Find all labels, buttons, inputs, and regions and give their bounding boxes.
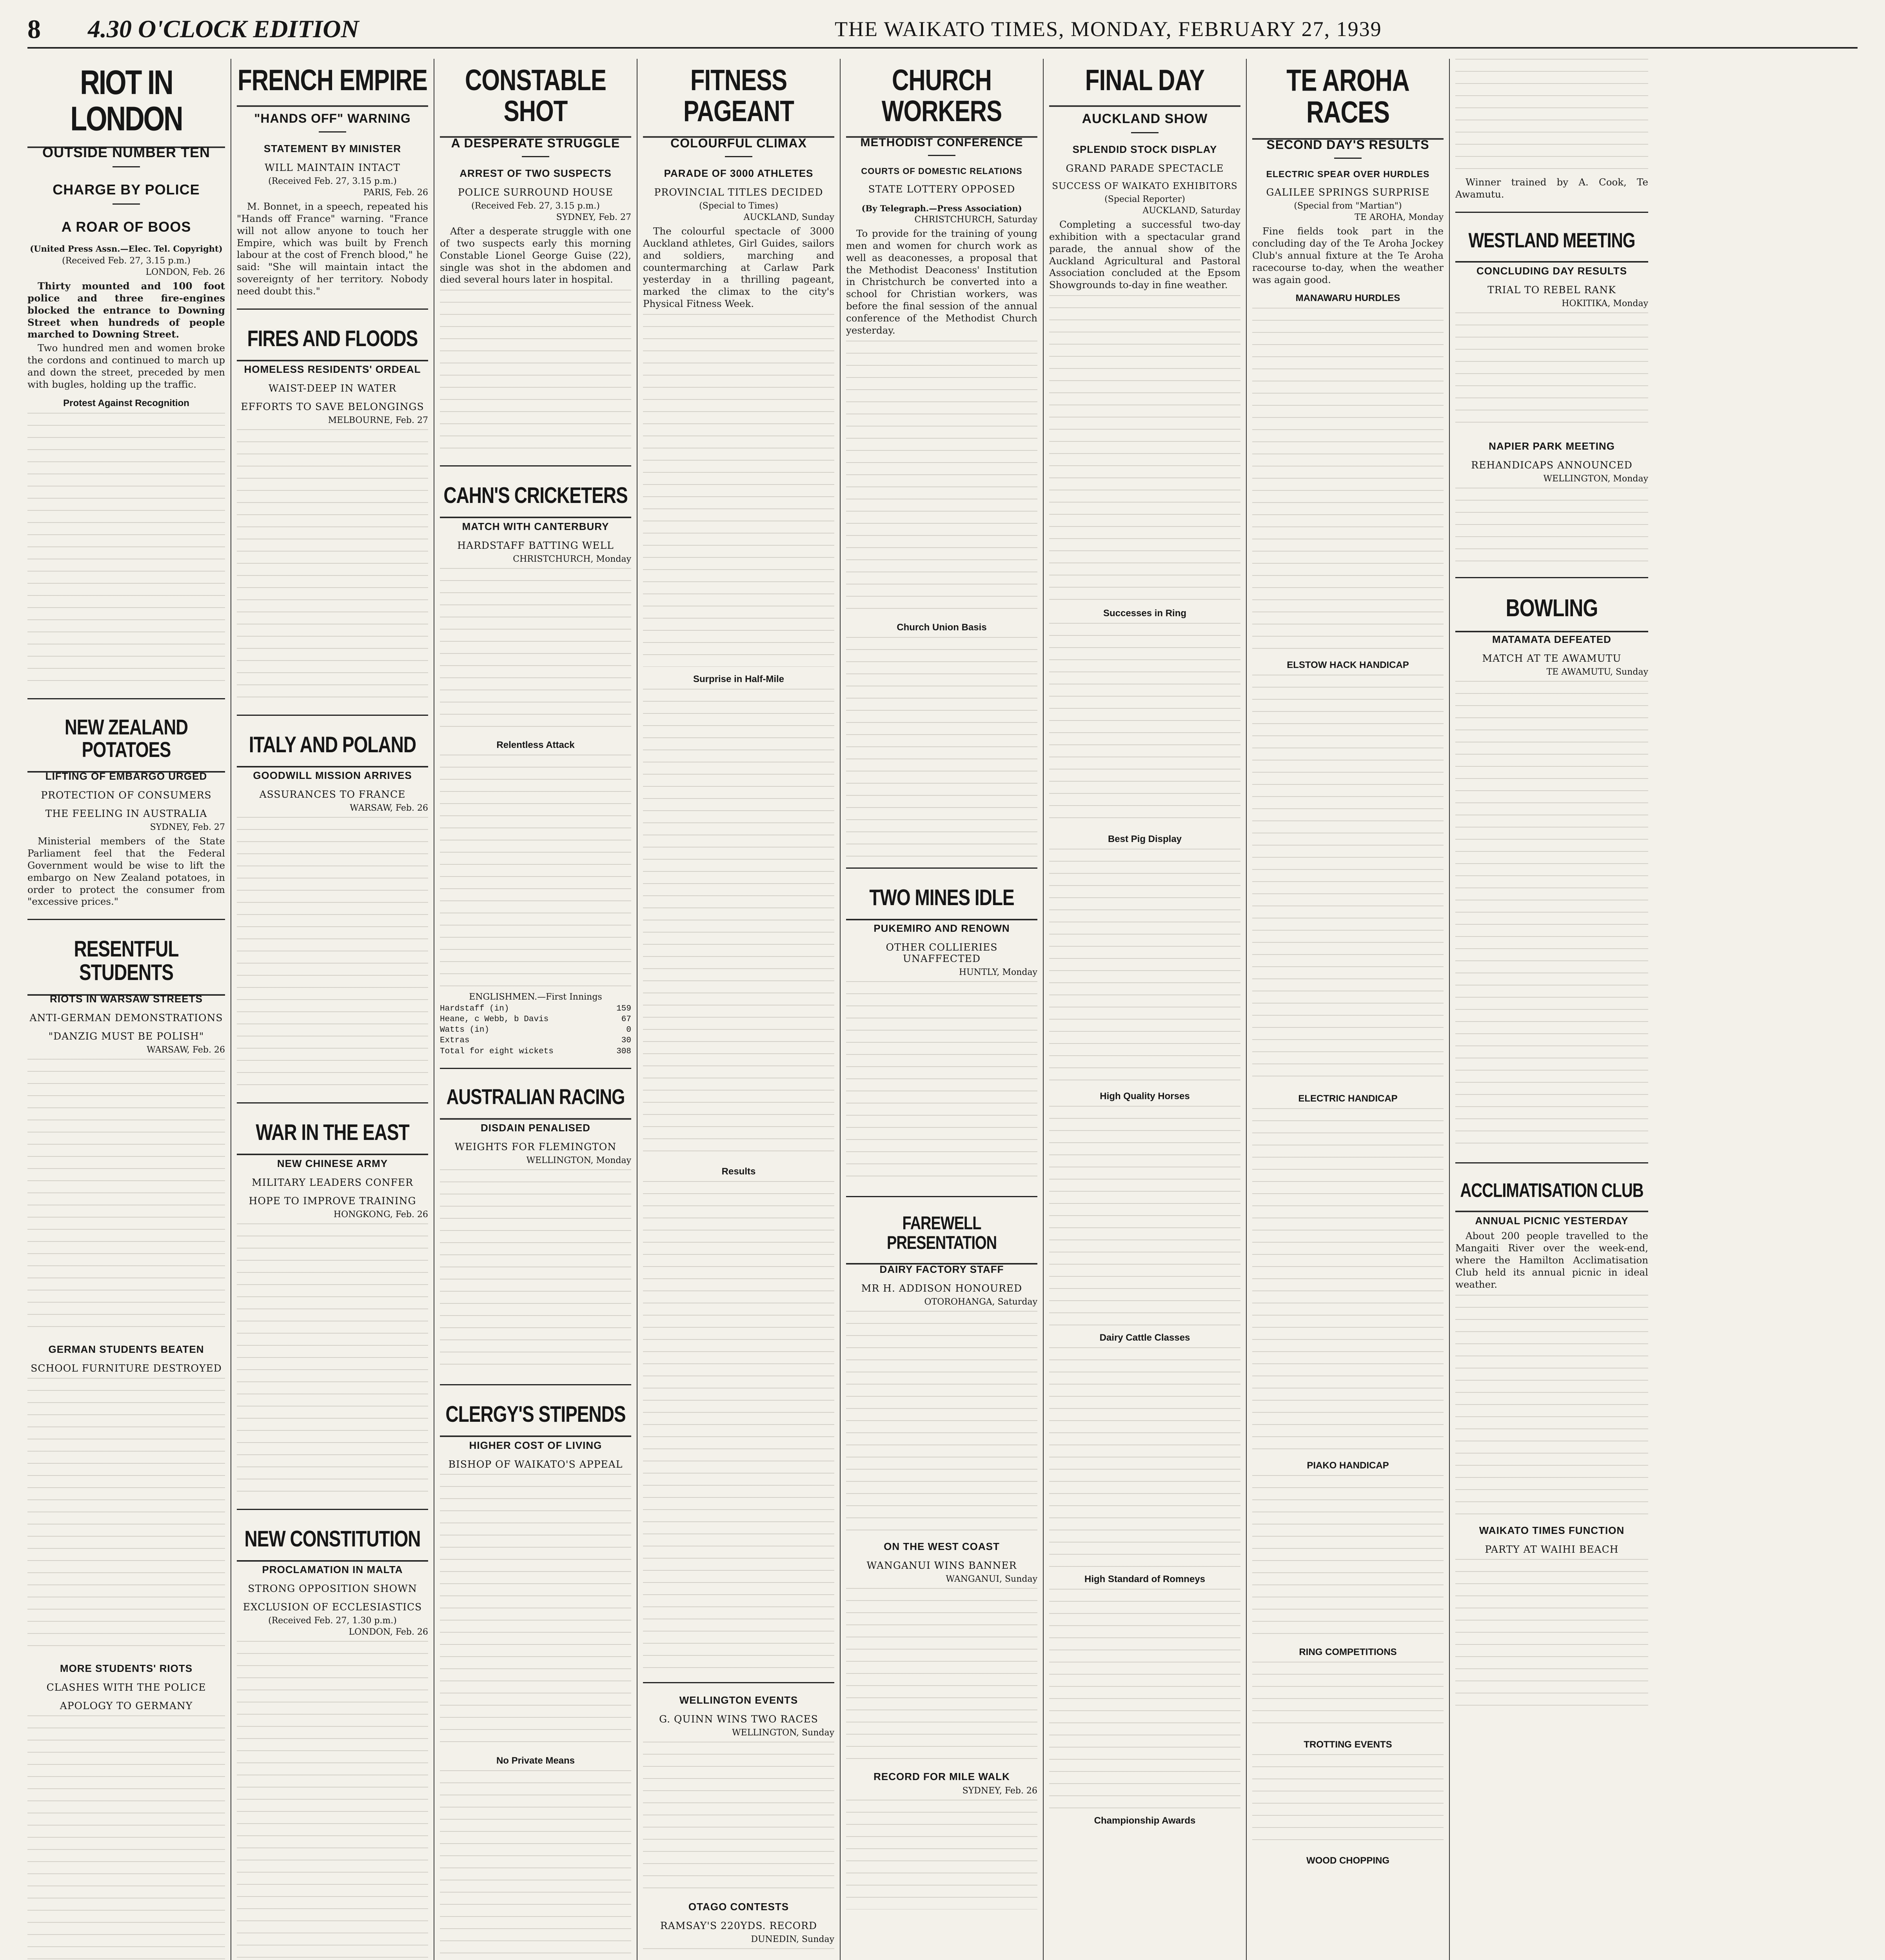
- subhead: SPLENDID STOCK DISPLAY: [1072, 143, 1217, 155]
- body-text-lines: [440, 755, 631, 990]
- body-text-lines: [643, 1742, 834, 1891]
- subhead: STATE LOTTERY OPPOSED: [868, 183, 1015, 195]
- subhead: ELECTRIC SPEAR OVER HURDLES: [1266, 169, 1430, 180]
- subhead: STRONG OPPOSITION SHOWN: [248, 1583, 417, 1595]
- side-head: Dairy Cattle Classes: [1099, 1332, 1190, 1343]
- story-dateline: DUNEDIN, Sunday: [751, 1935, 834, 1945]
- side-head: High Standard of Romneys: [1084, 1574, 1206, 1585]
- divider: [643, 1682, 834, 1683]
- body-text-lines: [27, 413, 225, 687]
- subhead: NEW CHINESE ARMY: [277, 1157, 388, 1169]
- story-dateline: AUCKLAND, Sunday: [743, 212, 834, 222]
- story-dateline: WARSAW, Feb. 26: [147, 1045, 225, 1055]
- subhead: PROVINCIAL TITLES DECIDED: [654, 187, 823, 198]
- page-number: 8: [27, 14, 41, 44]
- side-head: Successes in Ring: [1103, 608, 1187, 619]
- subhead: A ROAR OF BOOS: [61, 219, 191, 235]
- subhead: METHODIST CONFERENCE: [860, 136, 1023, 149]
- race-head: MANAWARU HURDLES: [1295, 293, 1400, 304]
- body-text-lines: [440, 1770, 631, 1960]
- column-3: [434, 59, 637, 1960]
- race-head: PIAKO HANDICAP: [1307, 1460, 1389, 1471]
- scoreboard: [440, 1004, 631, 1057]
- side-head: No Private Means: [496, 1755, 575, 1766]
- received-line: (Received Feb. 27, 3.15 p.m.): [62, 256, 191, 266]
- subhead: EFFORTS TO SAVE BELONGINGS: [241, 401, 424, 413]
- received-line: (Received Feb. 27, 3.15 p.m.): [268, 176, 397, 186]
- column-7: [1246, 59, 1449, 1960]
- subhead: COLOURFUL CLIMAX: [670, 136, 807, 150]
- body-text-lines: [237, 1641, 428, 1960]
- subhead: OTHER COLLIERIES UNAFFECTED: [886, 942, 998, 965]
- body-text-lines: [1252, 675, 1444, 1086]
- headline-constable-shot: CONSTABLE SHOT: [440, 59, 631, 138]
- subhead: CHARGE BY POLICE: [53, 181, 200, 198]
- headline-war-in-the-east: WAR IN THE EAST: [237, 1114, 428, 1155]
- subhead: HOMELESS RESIDENTS' ORDEAL: [244, 363, 421, 376]
- subhead: PARTY AT WAIHI BEACH: [1485, 1543, 1619, 1555]
- subhead: SECOND DAY'S RESULTS: [1266, 138, 1429, 152]
- headline-cahns-cricketers: CAHN'S CRICKETERS: [440, 477, 631, 518]
- subhead: WAIST-DEEP IN WATER: [268, 383, 397, 394]
- body-text-lines: [1049, 1589, 1240, 1808]
- story-dateline: HONGKONG, Feb. 26: [333, 1209, 428, 1220]
- story-dateline: HUNTLY, Monday: [959, 967, 1037, 978]
- side-head: Protest Against Recognition: [63, 397, 189, 408]
- score-row: Total for eight wickets 308: [440, 1047, 631, 1056]
- body-text-lines: [1049, 295, 1240, 601]
- headline-fitness-pageant: FITNESS PAGEANT: [643, 59, 834, 138]
- column-1: [27, 59, 231, 1960]
- divider: [27, 698, 225, 699]
- story-body: Completing a successful two-day exhibition with a spectacular grand parade, the annual show of the Auckland Agricultural and Pastoral Association concluded at the Epsom Showgrounds to-day in fine weather.: [1049, 219, 1240, 291]
- subhead: RAMSAY'S 220YDS. RECORD: [660, 1920, 817, 1932]
- subhead: ANTI-GERMAN DEMONSTRATIONS: [29, 1012, 223, 1024]
- body-text-lines: [643, 314, 834, 667]
- subhead: DAIRY FACTORY STAFF: [879, 1263, 1004, 1275]
- subhead: OUTSIDE NUMBER TEN: [42, 144, 210, 160]
- side-head: Best Pig Display: [1108, 834, 1182, 845]
- received-line: (Received Feb. 27, 3.15 p.m.): [471, 201, 600, 211]
- story-body: Two hundred men and women broke the cordons and continued to march up and down the street, preceded by men with bugles, holding up the traffic.: [27, 342, 225, 390]
- story-body: M. Bonnet, in a speech, repeated his "Hands off France" warning. "France will not allow anyone to touch her Empire, which was built by French labour at the cost of French blood," he said: "She will maintain intact the sovereignty of her territory. Nobody need doubt this.": [237, 201, 428, 297]
- body-text-lines: [27, 1715, 225, 1960]
- subhead: RECORD FOR MILE WALK: [873, 1770, 1010, 1782]
- column-8: [1449, 59, 1654, 1960]
- subhead: A DESPERATE STRUGGLE: [451, 136, 620, 150]
- headline-two-mines-idle: TWO MINES IDLE: [846, 880, 1037, 920]
- subhead: THE FEELING IN AUSTRALIA: [45, 808, 207, 820]
- body-text-lines: [1049, 849, 1240, 1084]
- race-head: WOOD CHOPPING: [1306, 1855, 1389, 1866]
- subhead: MR H. ADDISON HONOURED: [861, 1282, 1022, 1294]
- body-text-lines: [440, 568, 631, 733]
- headline-riot-in-london: RIOT IN LONDON: [27, 59, 225, 148]
- headline-clergys-stipends: CLERGY'S STIPENDS: [440, 1396, 631, 1437]
- body-text-lines: [1252, 1662, 1444, 1732]
- story-dateline: OTOROHANGA, Saturday: [924, 1297, 1037, 1307]
- side-head: Surprise in Half-Mile: [693, 674, 785, 685]
- body-text-lines: [1455, 488, 1648, 566]
- body-text-lines: [237, 429, 428, 704]
- story-body: After a desperate struggle with one of two suspects early this morning Constable Lionel George Guise (22), single was shot in the abdomen and died several hours later in hospital.: [440, 225, 631, 285]
- body-text-lines: [846, 1311, 1037, 1530]
- story-dateline: WARSAW, Feb. 26: [350, 803, 428, 813]
- body-text-lines: [643, 1181, 834, 1671]
- race-head: ELSTOW HACK HANDICAP: [1287, 660, 1409, 671]
- divider: [1455, 212, 1648, 213]
- column-6: [1043, 59, 1246, 1960]
- subhead: SCHOOL FURNITURE DESTROYED: [31, 1362, 222, 1374]
- story-body: The colourful spectacle of 3000 Auckland athletes, Girl Guides, sailors and soldiers, marching and countermarching at Carlaw Park yesterday in a thrilling pageant, marked the climax to the city's Physical Fitness Week.: [643, 225, 834, 310]
- body-text-lines: [643, 1948, 834, 1960]
- subhead: ASSURANCES TO FRANCE: [259, 789, 406, 800]
- story-dateline: WELLINGTON, Sunday: [732, 1728, 834, 1738]
- story-dateline: WELLINGTON, Monday: [526, 1156, 631, 1166]
- divider: [928, 155, 955, 156]
- story-body: Winner trained by A. Cook, Te Awamutu.: [1455, 176, 1648, 200]
- divider: [237, 1509, 428, 1510]
- headline-church-workers: CHURCH WORKERS: [846, 59, 1037, 138]
- body-text-lines: [27, 1059, 225, 1333]
- story-body: About 200 people travelled to the Mangaiti River over the week-end, where the Hamilton Acclimatisation Club held its annual picnic in ideal weather.: [1455, 1230, 1648, 1290]
- body-text-lines: [1455, 312, 1648, 430]
- subhead: WILL MAINTAIN INTACT: [264, 162, 401, 173]
- body-text-lines: [440, 1169, 631, 1373]
- divider: [522, 156, 549, 157]
- subhead: STATEMENT BY MINISTER: [263, 143, 401, 154]
- edition-label: 4.30 O'CLOCK EDITION: [88, 15, 359, 43]
- subhead: MATCH AT TE AWAMUTU: [1482, 653, 1622, 664]
- divider: [846, 1196, 1037, 1197]
- subhead: G. QUINN WINS TWO RACES: [659, 1713, 818, 1725]
- headline-bowling: BOWLING: [1455, 589, 1648, 632]
- subhead: LIFTING OF EMBARGO URGED: [45, 770, 207, 782]
- divider: [1334, 158, 1362, 159]
- headline-french-empire: FRENCH EMPIRE: [237, 59, 428, 107]
- subhead: WELLINGTON EVENTS: [679, 1694, 798, 1706]
- story-body: To provide for the training of young men and women for church work as well as deaconesses, a proposal that the Methodist Deaconess' Institution in Christchurch be converted into a school for Christian workers, was before the final session of the annual conference of the Methodist Church yesterday.: [846, 228, 1037, 336]
- body-text-lines: [1049, 1347, 1240, 1567]
- column-5: [840, 59, 1043, 1960]
- race-head: RING COMPETITIONS: [1299, 1647, 1397, 1658]
- special-credit: (Special from "Martian"): [1294, 201, 1402, 211]
- headline-nz-potatoes: NEW ZEALAND POTATOES: [27, 710, 225, 773]
- story-lead: Thirty mounted and 100 foot police and three fire-engines blocked the entrance to Downing Street when hundreds of people marched to Downing Street.: [27, 280, 225, 340]
- headline-farewell-presentation: FAREWELL PRESENTATION: [846, 1208, 1037, 1264]
- headline-italy-and-poland: ITALY AND POLAND: [237, 727, 428, 768]
- subhead: GOODWILL MISSION ARRIVES: [253, 769, 412, 782]
- divider: [1131, 132, 1159, 133]
- body-text-lines: [1252, 308, 1444, 653]
- body-text-lines: [846, 1588, 1037, 1760]
- story-dateline: HOKITIKA, Monday: [1562, 298, 1648, 309]
- divider: [440, 465, 631, 466]
- story-dateline: SYDNEY, Feb. 27: [556, 212, 631, 222]
- subhead: COURTS OF DOMESTIC RELATIONS: [861, 166, 1022, 176]
- subhead: MATAMATA DEFEATED: [1492, 633, 1611, 646]
- divider: [725, 156, 752, 157]
- subhead: POLICE SURROUND HOUSE: [458, 187, 614, 198]
- subhead: OTAGO CONTESTS: [688, 1901, 789, 1913]
- headline-resentful-students: RESENTFUL STUDENTS: [27, 931, 225, 995]
- subhead: GALILEE SPRINGS SURPRISE: [1266, 187, 1430, 198]
- body-text-lines: [440, 1474, 631, 1748]
- side-head: Relentless Attack: [496, 739, 575, 750]
- body-text-lines: [1252, 1475, 1444, 1640]
- score-row: Watts (in) 0: [440, 1025, 631, 1035]
- agency-credit: (By Telegraph.—Press Association): [861, 203, 1022, 213]
- headline-fires-and-floods: FIRES AND FLOODS: [237, 321, 428, 361]
- side-head: Results: [721, 1166, 756, 1177]
- race-head: TROTTING EVENTS: [1304, 1739, 1392, 1750]
- body-text-lines: [237, 1223, 428, 1498]
- story-body: Ministerial members of the State Parliament feel that the Federal Government would be wise to lift the embargo on New Zealand potatoes, in order to protect the consumer from "excessive prices.": [27, 835, 225, 907]
- divider: [27, 919, 225, 920]
- headline-te-aroha-races: TE AROHA RACES: [1252, 59, 1444, 140]
- divider: [440, 1384, 631, 1385]
- body-text-lines: [27, 1378, 225, 1652]
- subhead: BISHOP OF WAIKATO'S APPEAL: [448, 1458, 623, 1470]
- subhead: CLASHES WITH THE POLICE: [46, 1681, 206, 1693]
- side-head: Championship Awards: [1094, 1815, 1196, 1826]
- subhead: GERMAN STUDENTS BEATEN: [48, 1343, 204, 1355]
- subhead: ARREST OF TWO SUSPECTS: [459, 167, 612, 179]
- body-text-lines: [1252, 1754, 1444, 1848]
- special-credit: (Special to Times): [699, 201, 778, 211]
- headline-westland-meeting: WESTLAND MEETING: [1455, 224, 1648, 263]
- headline-new-constitution: NEW CONSTITUTION: [237, 1521, 428, 1562]
- story-dateline: CHRISTCHURCH, Monday: [513, 554, 631, 564]
- headline-australian-racing: AUSTRALIAN RACING: [440, 1080, 631, 1120]
- divider: [113, 203, 140, 205]
- body-text-lines: [643, 689, 834, 1159]
- body-text-lines: [1049, 1106, 1240, 1325]
- body-text-lines: [1252, 1108, 1444, 1453]
- subhead: HARDSTAFF BATTING WELL: [457, 539, 614, 551]
- divider: [1455, 1162, 1648, 1163]
- story-dateline: WANGANUI, Sunday: [946, 1574, 1037, 1584]
- divider: [113, 166, 140, 167]
- story-dateline: SYDNEY, Feb. 26: [962, 1786, 1037, 1796]
- subhead: HOPE TO IMPROVE TRAINING: [249, 1195, 416, 1207]
- subhead: NAPIER PARK MEETING: [1489, 440, 1615, 452]
- story-dateline: LONDON, Feb. 26: [349, 1627, 428, 1637]
- subhead: SUCCESS OF WAIKATO EXHIBITORS: [1052, 181, 1238, 191]
- divider: [1455, 577, 1648, 578]
- subhead: EXCLUSION OF ECCLESIASTICS: [243, 1601, 422, 1613]
- body-text-lines: [1455, 1559, 1648, 1716]
- subhead: REHANDICAPS ANNOUNCED: [1471, 459, 1633, 471]
- story-dateline: CHRISTCHURCH, Saturday: [914, 215, 1037, 225]
- divider: [846, 867, 1037, 869]
- subhead: MILITARY LEADERS CONFER: [252, 1176, 413, 1188]
- story-dateline: LONDON, Feb. 26: [145, 267, 225, 277]
- body-text-lines: [846, 1800, 1037, 1909]
- body-text-lines: [1455, 1295, 1648, 1514]
- divider: [237, 1102, 428, 1103]
- divider: [237, 309, 428, 310]
- body-text-lines: [1455, 59, 1648, 176]
- subhead: PROCLAMATION IN MALTA: [262, 1564, 403, 1576]
- story-dateline: MELBOURNE, Feb. 27: [328, 416, 428, 426]
- divider: [319, 131, 346, 132]
- body-text-lines: [1049, 623, 1240, 827]
- story-dateline: TE AROHA, Monday: [1355, 212, 1444, 223]
- side-head: Church Union Basis: [897, 622, 987, 633]
- agency-credit: (United Press Assn.—Elec. Tel. Copyright): [30, 244, 223, 254]
- subhead: PUKEMIRO AND RENOWN: [873, 922, 1010, 935]
- story-dateline: WELLINGTON, Monday: [1543, 474, 1648, 484]
- masthead: [27, 11, 1858, 49]
- scores-title: ENGLISHMEN.—First Innings: [469, 992, 602, 1002]
- subhead: ANNUAL PICNIC YESTERDAY: [1475, 1215, 1629, 1227]
- subhead: "HANDS OFF" WARNING: [254, 111, 411, 125]
- story-dateline: AUCKLAND, Saturday: [1142, 206, 1240, 216]
- subhead: TRIAL TO REBEL RANK: [1487, 284, 1616, 296]
- body-text-lines: [846, 341, 1037, 615]
- story-dateline: PARIS, Feb. 26: [363, 188, 428, 198]
- subhead: PARADE OF 3000 ATHLETES: [664, 167, 814, 179]
- special-credit: (Special Reporter): [1104, 194, 1185, 204]
- story-dateline: TE AWAMUTU, Sunday: [1546, 667, 1648, 677]
- score-row: Heane, c Webb, b Davis 67: [440, 1014, 631, 1024]
- score-row: Extras 30: [440, 1036, 631, 1045]
- score-row: Hardstaff (in) 159: [440, 1004, 631, 1013]
- story-dateline: SYDNEY, Feb. 27: [150, 822, 225, 833]
- divider: [440, 1068, 631, 1069]
- subhead: CONCLUDING DAY RESULTS: [1476, 265, 1627, 277]
- body-text-lines: [846, 981, 1037, 1185]
- subhead: APOLOGY TO GERMANY: [60, 1700, 193, 1711]
- column-4: [637, 59, 840, 1960]
- race-head: ELECTRIC HANDICAP: [1298, 1093, 1398, 1104]
- divider: [237, 715, 428, 716]
- subhead: MATCH WITH CANTERBURY: [462, 520, 609, 532]
- body-text-lines: [237, 817, 428, 1091]
- subhead: HIGHER COST OF LIVING: [469, 1439, 602, 1451]
- subhead: WEIGHTS FOR FLEMINGTON: [454, 1141, 617, 1153]
- subhead: PROTECTION OF CONSUMERS: [41, 789, 212, 801]
- newspaper-columns: [27, 59, 1858, 1960]
- body-text-lines: [440, 290, 631, 454]
- subhead: GRAND PARADE SPECTACLE: [1066, 163, 1224, 174]
- subhead: WAIKATO TIMES FUNCTION: [1479, 1524, 1625, 1536]
- headline-final-day: FINAL DAY: [1049, 59, 1240, 107]
- side-head: High Quality Horses: [1100, 1091, 1190, 1102]
- subhead: ON THE WEST COAST: [884, 1540, 1000, 1552]
- headline-acclimatisation-club: ACCLIMATISATION CLUB: [1455, 1174, 1648, 1212]
- subhead: MORE STUDENTS' RIOTS: [60, 1662, 193, 1674]
- subhead: RIOTS IN WARSAW STREETS: [50, 993, 203, 1005]
- subhead: DISDAIN PENALISED: [481, 1122, 590, 1134]
- subhead: "DANZIG MUST BE POLISH": [48, 1030, 204, 1042]
- subhead: AUCKLAND SHOW: [1082, 111, 1208, 126]
- subhead: WANGANUI WINS BANNER: [866, 1559, 1017, 1571]
- story-body: Fine fields took part in the concluding day of the Te Aroha Jockey Club's annual fixture at the Te Aroha racecourse to-day, when the weather was again good.: [1252, 225, 1444, 285]
- body-text-lines: [846, 637, 1037, 857]
- received-line: (Received Feb. 27, 1.30 p.m.): [268, 1616, 397, 1626]
- body-text-lines: [1455, 681, 1648, 1151]
- dateline: THE WAIKATO TIMES, MONDAY, FEBRUARY 27, 1939: [834, 17, 1382, 41]
- column-2: [231, 59, 434, 1960]
